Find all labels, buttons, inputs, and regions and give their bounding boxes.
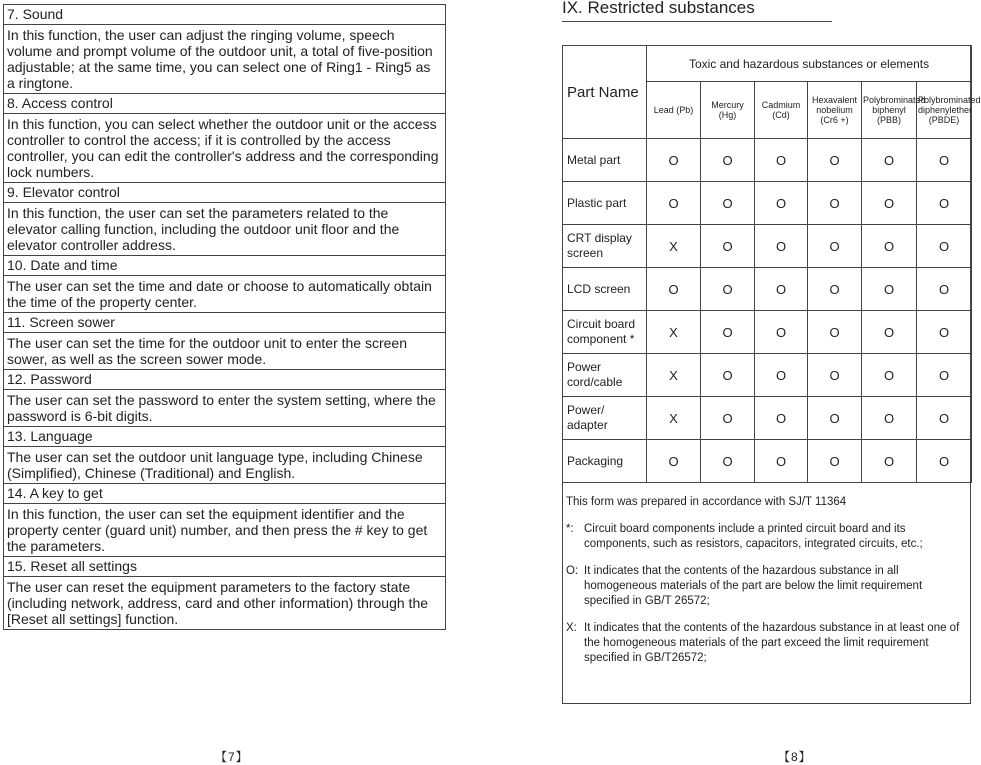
section-body-row [4, 504, 446, 557]
mark-cell: O [917, 440, 972, 483]
mark-cell: X [647, 397, 701, 440]
section-title: IX. Restricted substances [562, 0, 832, 22]
section-heading-row [4, 484, 446, 504]
mark-cell: O [701, 139, 755, 182]
mark-cell: O [701, 440, 755, 483]
mark-cell: O [917, 311, 972, 354]
mark-cell: O [755, 397, 808, 440]
section-heading: 7. Sound [4, 5, 446, 25]
note-symbol: X: [566, 622, 577, 634]
mark-cell: O [862, 268, 917, 311]
substance-header: Polybrominated diphenylether (PBDE) [917, 82, 972, 139]
mark-cell: O [862, 397, 917, 440]
section-body-row [4, 25, 446, 94]
mark-cell: O [917, 225, 972, 268]
mark-cell: O [917, 397, 972, 440]
section-heading: 9. Elevator control [4, 183, 446, 203]
substance-header: Cadmium (Cd) [755, 82, 808, 139]
mark-cell: O [917, 139, 972, 182]
section-heading: 12. Password [4, 370, 446, 390]
table-row [563, 268, 972, 311]
mark-cell: O [647, 440, 701, 483]
section-heading: 13. Language [4, 427, 446, 447]
mark-cell: O [755, 182, 808, 225]
section-heading-row [4, 94, 446, 114]
mark-cell: O [917, 182, 972, 225]
mark-cell: O [701, 268, 755, 311]
section-body: In this function, the user can set the parameters related to the elevator calling function, including the outdoor unit floor and the elevator controller address. [4, 203, 446, 256]
substance-header: Lead (Pb) [647, 82, 701, 139]
part-name-header: Part Name [563, 46, 647, 139]
mark-cell: O [808, 397, 862, 440]
section-heading-row [4, 557, 446, 577]
section-heading: 11. Screen sower [4, 313, 446, 333]
mark-cell: O [647, 139, 701, 182]
mark-cell: O [647, 182, 701, 225]
mark-cell: O [862, 354, 917, 397]
section-heading-row [4, 183, 446, 203]
mark-cell: O [917, 354, 972, 397]
note-text: Circuit board components include a printed circuit board and its components, such as resistors, capacitors, integrated circuits, etc.; [584, 523, 923, 550]
section-body: The user can set the outdoor unit language type, including Chinese (Simplified), Chinese (Traditional) and English. [4, 447, 446, 484]
mark-cell: O [862, 311, 917, 354]
section-body-row [4, 577, 446, 630]
mark-cell: O [808, 139, 862, 182]
note-symbol: *: [566, 523, 574, 535]
mark-cell: O [755, 139, 808, 182]
part-name-cell: LCD screen [563, 268, 647, 311]
mark-cell: O [808, 225, 862, 268]
note-text: It indicates that the contents of the hazardous substance in at least one of the homogeneous materials of the part exceed the limit requirement specified in GB/T26572; [584, 622, 960, 664]
section-heading: 14. A key to get [4, 484, 446, 504]
page-number-left: 【7】 [215, 750, 249, 764]
mark-cell: O [755, 354, 808, 397]
substance-header: Polybrominated biphenyl (PBB) [862, 82, 917, 139]
section-body: In this function, the user can adjust the ringing volume, speech volume and prompt volume of the outdoor unit, a total of five-position adjustable; at the same time, you can select one of Ring1 - Ring5 as a ringtone. [4, 25, 446, 94]
mark-cell: O [755, 268, 808, 311]
mark-cell: O [701, 182, 755, 225]
section-heading: 8. Access control [4, 94, 446, 114]
part-name-cell: CRT display screen [563, 225, 647, 268]
mark-cell: O [862, 440, 917, 483]
mark-cell: O [808, 440, 862, 483]
notes [566, 495, 966, 678]
section-body-row [4, 276, 446, 313]
section-body: The user can set the time for the outdoor unit to enter the screen sower, as well as the screen sower mode. [4, 333, 446, 370]
mark-cell: O [755, 311, 808, 354]
right-page [486, 0, 981, 764]
mark-cell: O [701, 225, 755, 268]
settings-table [3, 4, 446, 630]
mark-cell: O [701, 311, 755, 354]
note-item [566, 564, 966, 609]
section-heading-row [4, 256, 446, 276]
mark-cell: O [917, 268, 972, 311]
page-number-right: 【8】 [778, 750, 812, 764]
part-name-cell: Metal part [563, 139, 647, 182]
mark-cell: O [701, 397, 755, 440]
mark-cell: O [755, 225, 808, 268]
substance-header: Mercury (Hg) [701, 82, 755, 139]
section-body-row [4, 390, 446, 427]
note-symbol: O: [566, 565, 579, 577]
mark-cell: X [647, 354, 701, 397]
note-item [566, 621, 966, 666]
section-body-row [4, 114, 446, 183]
note-text: It indicates that the contents of the hazardous substance in all homogeneous materials of the part are below the limit requirement specified in GB/T 26572; [584, 565, 923, 607]
mark-cell: O [808, 311, 862, 354]
mark-cell: O [701, 354, 755, 397]
table-row [563, 225, 972, 268]
left-page [0, 0, 486, 762]
mark-cell: O [808, 268, 862, 311]
substances-group-header: Toxic and hazardous substances or elements [647, 46, 972, 82]
section-heading-row [4, 5, 446, 25]
substance-header: Hexavalent nobelium (Cr6 +) [808, 82, 862, 139]
section-body: In this function, the user can set the equipment identifier and the property center (guard unit) number, and then press the # key to get the parameters. [4, 504, 446, 557]
table-row [563, 311, 972, 354]
mark-cell: O [647, 268, 701, 311]
table-row [563, 139, 972, 182]
section-heading-row [4, 427, 446, 447]
part-name-cell: Plastic part [563, 182, 647, 225]
part-name-cell: Power/ adapter [563, 397, 647, 440]
table-row [563, 182, 972, 225]
table-row [563, 354, 972, 397]
section-body-row [4, 203, 446, 256]
section-heading-row [4, 370, 446, 390]
mark-cell: X [647, 311, 701, 354]
part-name-cell: Circuit board component * [563, 311, 647, 354]
section-body: The user can reset the equipment parameters to the factory state (including network, address, card and other information) through the [Reset all settings] function. [4, 577, 446, 630]
mark-cell: O [808, 182, 862, 225]
part-name-cell: Packaging [563, 440, 647, 483]
mark-cell: O [862, 182, 917, 225]
mark-cell: O [862, 139, 917, 182]
part-name-cell: Power cord/cable [563, 354, 647, 397]
section-body: The user can set the password to enter the system setting, where the password is 6-bit digits. [4, 390, 446, 427]
section-heading: 15. Reset all settings [4, 557, 446, 577]
section-body: The user can set the time and date or choose to automatically obtain the time of the property center. [4, 276, 446, 313]
table-row [563, 397, 972, 440]
mark-cell: O [862, 225, 917, 268]
restricted-substances-table [562, 45, 981, 483]
standard-note: This form was prepared in accordance with SJ/T 11364 [566, 496, 847, 508]
section-body: In this function, you can select whether the outdoor unit or the access controller to control the access; if it is controlled by the access controller, you can edit the controller's address and the corresponding lock numbers. [4, 114, 446, 183]
section-body-row [4, 333, 446, 370]
mark-cell: X [647, 225, 701, 268]
mark-cell: O [808, 354, 862, 397]
note-item [566, 522, 966, 552]
table-row [563, 440, 972, 483]
mark-cell: O [755, 440, 808, 483]
section-heading: 10. Date and time [4, 256, 446, 276]
section-body-row [4, 447, 446, 484]
section-heading-row [4, 313, 446, 333]
